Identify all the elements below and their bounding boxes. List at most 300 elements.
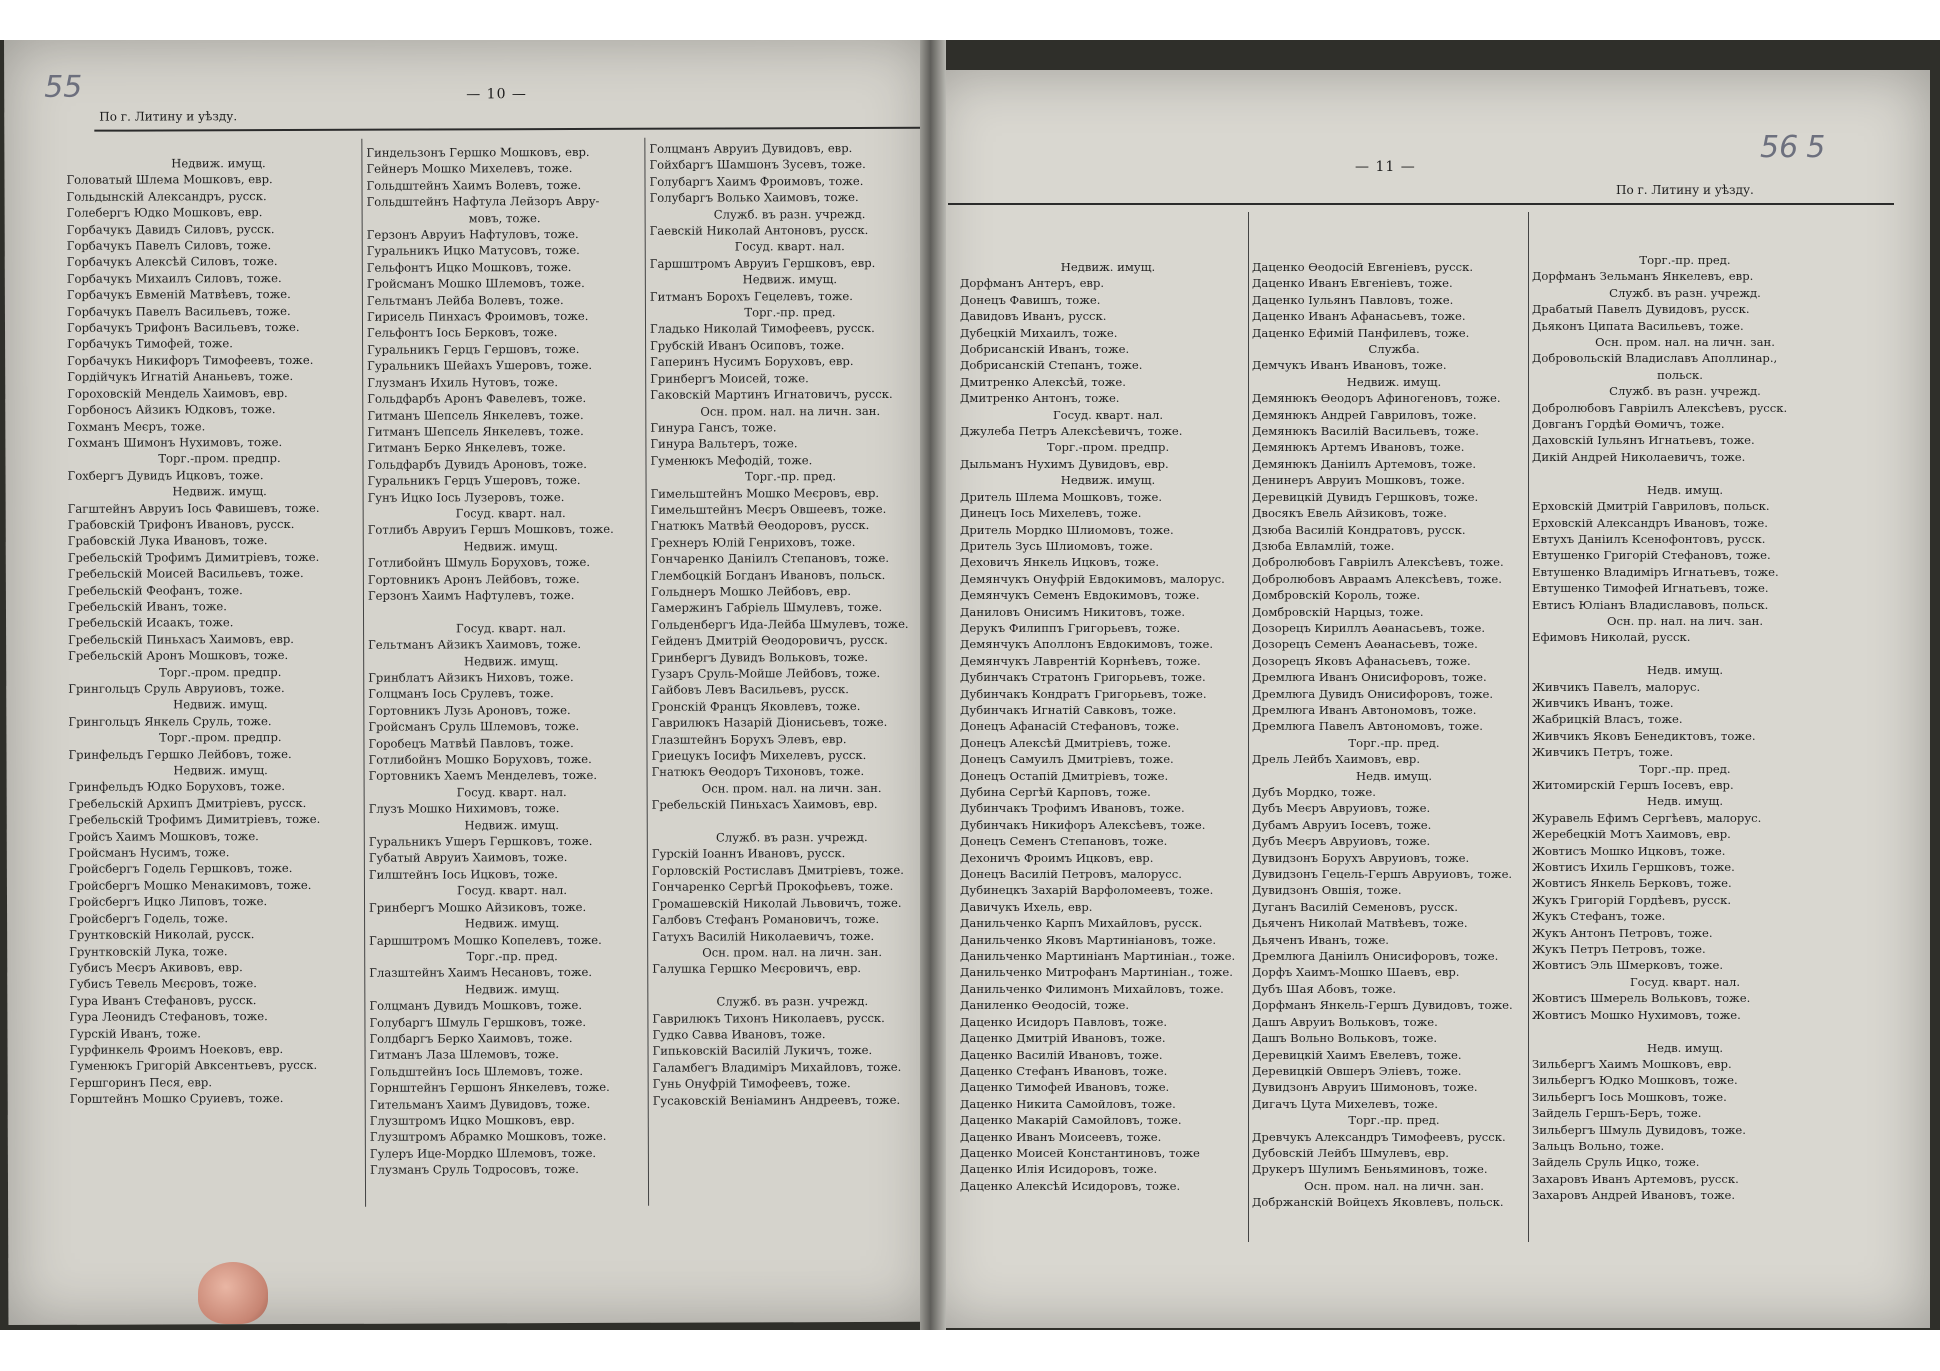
register-entry: Дубинчакъ Никифоръ Алексѣевъ, тоже. <box>960 817 1206 832</box>
register-entry: Даценко Өеодосій Евгеніевъ, русск. <box>1252 260 1474 274</box>
register-entry: Даниленко Өеодосій, тоже. <box>960 998 1130 1013</box>
register-entry: Дубовскій Лейбъ Шмулевъ, евр. <box>1252 1145 1449 1160</box>
right-column-2 <box>1252 259 1526 1211</box>
register-entry: Дозорецъ Кириллъ Аөанасьевъ, тоже. <box>1252 620 1486 635</box>
register-entry: Евтухъ Даніилъ Ксенофонтовъ, русск. <box>1532 531 1766 546</box>
register-entry: Давидовъ Иванъ, русск. <box>960 309 1107 324</box>
register-entry: Горбачукъ Трифонъ Васильевъ, тоже. <box>66 320 300 335</box>
register-entry: Житомирскій Гершъ Іосевъ, евр. <box>1532 778 1734 792</box>
register-entry: Донецъ Остапій Дмитріевъ, тоже. <box>960 768 1169 783</box>
pencil-page-mark-left: 55 <box>44 69 83 105</box>
section-heading: Торг.-пр. пред. <box>1639 761 1731 776</box>
register-entry: Дубинчакъ Игнатій Савковъ, тоже. <box>960 702 1177 717</box>
register-entry: Дехоничъ Фроимъ Ицковъ, евр. <box>960 850 1154 865</box>
register-entry: Жовтисъ Ихиль Гершковъ, тоже. <box>1532 860 1735 875</box>
finger-holding-page <box>198 1262 268 1324</box>
register-entry: Даценко Никита Самойловъ, тоже. <box>960 1096 1176 1111</box>
pencil-extra-mark: 5 <box>1806 130 1826 165</box>
register-entry: Гребельскій Трофимъ Димитріевъ, тоже. <box>67 549 320 565</box>
section-heading: Недв. имущ. <box>1646 794 1724 809</box>
register-entry: Дритель Зусь Шлиомовъ, тоже. <box>960 538 1153 553</box>
register-entry: Голубаргъ Шмуль Гершковъ, тоже. <box>369 1014 587 1030</box>
register-entry: Деревицкій Овшеръ Эліевъ, тоже. <box>1252 1063 1462 1078</box>
register-entry: Гринфельдъ Гершко Лейбовъ, тоже. <box>68 746 292 762</box>
register-entry: Дмитренко Алексѣй, тоже. <box>960 374 1126 389</box>
register-entry: Джулеба Петръ Алексѣевичъ, тоже. <box>960 424 1183 439</box>
section-heading: Осн. пром. нал. на личн. зан. <box>702 944 883 960</box>
section-heading: Торг.-пром. предпр. <box>1046 440 1170 455</box>
register-entry: Данильченко Митрофанъ Мартиніан., тоже. <box>960 965 1233 980</box>
register-entry: Гимельштейнъ Мошко Меєровъ, евр. <box>650 485 880 501</box>
register-entry: Дерукъ Филиппъ Григорьевъ, тоже. <box>960 620 1181 635</box>
register-entry: Глузштромъ Абрамко Мошковъ, тоже. <box>369 1129 607 1145</box>
section-heading: Недвиж. имущ. <box>1060 260 1156 274</box>
register-entry: Живчикъ Иванъ, тоже. <box>1532 695 1674 710</box>
left-page <box>4 40 932 1325</box>
register-entry: Гуменюкъ Мефодій, тоже. <box>650 452 813 468</box>
register-entry: Гребельскій Аронъ Мошковъ, тоже. <box>68 648 289 663</box>
register-entry: Донецъ Семенъ Степановъ, тоже. <box>960 834 1168 849</box>
register-entry: Грунтковскій Лука, тоже. <box>69 943 228 959</box>
section-heading: Госуд. кварт. нал. <box>1629 974 1741 989</box>
register-entry: Демчукъ Иванъ Ивановъ, тоже. <box>1252 358 1447 373</box>
register-entry: Глузманъ Ихиль Нутовъ, тоже. <box>367 374 559 390</box>
register-entry: Даценко Алексѣй Исидоровъ, тоже. <box>960 1178 1181 1193</box>
register-entry: Гольдштейнъ Хаимъ Волевъ, тоже. <box>366 177 582 193</box>
register-entry: Дубъ Шая Абовъ, тоже. <box>1252 981 1397 996</box>
register-entry: Глузъ Мошко Нихимовъ, тоже. <box>368 801 560 816</box>
register-entry: Гилштейнъ Іось Ицковъ, тоже. <box>368 866 559 882</box>
register-entry: Губатый Авруиъ Хаимовъ, тоже. <box>368 850 568 866</box>
header-rule-left <box>94 127 926 132</box>
register-entry: Гатухъ Василій Николаевичъ, тоже. <box>652 928 875 944</box>
register-entry: польск. <box>1657 367 1703 382</box>
section-heading: Недв. имущ. <box>1646 1040 1724 1055</box>
register-entry: Гельфонтъ Іось Берковъ, тоже. <box>367 325 558 341</box>
register-entry: Дубъ Меєръ Авруиовъ, тоже. <box>1252 834 1431 849</box>
register-entry: Дорфманъ Янкель-Гершъ Дувидовъ, тоже. <box>1252 998 1513 1013</box>
register-entry: Готлибъ Авруиъ Гершъ Мошковъ, тоже. <box>367 522 614 538</box>
register-entry: Друкеръ Шулимъ Беньяминовъ, тоже. <box>1252 1162 1488 1177</box>
register-entry: Домбровскій Король, тоже. <box>1252 588 1421 603</box>
register-entry: Гройсманъ Нусимъ, тоже. <box>68 845 230 860</box>
register-entry: Дубецкій Михаилъ, тоже. <box>960 325 1118 340</box>
register-entry: Дубинецкъ Захарій Варфоломеевъ, тоже. <box>960 883 1214 898</box>
register-entry: Горбачукъ Алексѣй Силовъ, тоже. <box>66 254 278 270</box>
register-entry: Дремлюга Дувидъ Онисифоровъ, тоже. <box>1252 686 1494 701</box>
register-entry: Галамбегъ Владиміръ Михайловъ, тоже. <box>652 1059 902 1075</box>
register-entry: Грабовскій Лука Ивановъ, тоже. <box>67 533 268 549</box>
register-entry: Зильбергъ Шмуль Дувидовъ, тоже. <box>1532 1122 1746 1137</box>
section-heading: Недвиж. имущ. <box>173 763 268 778</box>
register-entry: Гройсбергъ Годель Гершковъ, тоже. <box>68 861 293 877</box>
register-entry: Демянюкъ Андрей Гавриловъ, тоже. <box>1252 407 1477 422</box>
left-column-3 <box>649 140 922 1109</box>
register-entry: Гольдштейнъ Іось Шлемовъ, тоже. <box>369 1063 584 1079</box>
register-entry: Даценко Василій Ивановъ, тоже. <box>960 1047 1163 1062</box>
register-entry: Гаврилюкъ Тихонъ Николаевъ, русск. <box>652 1010 885 1026</box>
section-heading: Недвиж. имущ. <box>742 272 838 287</box>
register-entry: Гребельскій Архипъ Дмитріевъ, русск. <box>68 795 307 811</box>
register-entry: Дубъ Меєръ Авруиовъ, тоже. <box>1252 801 1431 816</box>
pencil-page-mark-right <box>1760 130 1825 165</box>
register-entry: Живчикъ Павелъ, малорус. <box>1532 679 1701 694</box>
register-entry: Добролюбовъ Гавріилъ Алексѣевъ, тоже. <box>1252 555 1504 570</box>
register-entry: Дритель Мордко Шлиомовъ, тоже. <box>960 522 1174 537</box>
register-entry: Даховскій Іульянъ Игнатьевъ, тоже. <box>1532 433 1755 448</box>
register-entry: Зильбергъ Юдко Мошковъ, тоже. <box>1532 1073 1738 1088</box>
register-entry: Готлибойнъ Шмуль Боруховъ, тоже. <box>367 555 591 570</box>
register-entry: Даценко Ефимій Панфилевъ, тоже. <box>1252 325 1470 340</box>
register-entry: Добролюбовъ Авраамъ Алексѣевъ, тоже. <box>1252 571 1502 586</box>
register-entry: Горбачукъ Давидъ Силовъ, русск. <box>66 221 275 237</box>
register-entry: Дашъ Вольно Вольковъ, тоже. <box>1252 1031 1438 1046</box>
register-entry: Даценко Иванъ Афанасьевъ, тоже. <box>1252 309 1466 324</box>
section-heading: Осн. пр. нал. на лич. зан. <box>1606 613 1764 628</box>
register-entry: Гринблатъ Айзикъ Ниховъ, тоже. <box>368 670 574 685</box>
section-heading: Торг.-пр. пред. <box>744 469 837 484</box>
register-entry: Горловскій Ростиславъ Дмитріевъ, тоже. <box>651 862 904 878</box>
register-entry: Дувидзонъ Авруиъ Шимоновъ, тоже. <box>1252 1080 1478 1095</box>
register-entry: Живчикъ Петръ, тоже. <box>1532 745 1674 760</box>
register-entry: Гитманъ Борохъ Гецелевъ, тоже. <box>649 288 853 304</box>
section-heading: Госуд. кварт. нал. <box>456 883 568 898</box>
section-heading: Госуд. кварт. нал. <box>456 620 567 636</box>
register-entry: Добровольскій Владиславъ Аполлинар., <box>1532 351 1778 366</box>
right-page <box>930 70 1930 1328</box>
register-entry: Гагштейнъ Авруиъ Іось Фавишевъ, тоже. <box>67 500 320 516</box>
register-entry: Губисъ Тевель Меєровъ, тоже. <box>69 976 257 992</box>
register-entry: Гортовникъ Лузь Ароновъ, тоже. <box>368 702 571 718</box>
section-heading <box>1532 646 1828 662</box>
register-entry: Дритель Шлема Мошковъ, тоже. <box>960 489 1163 504</box>
register-entry: Горбачукъ Никифоръ Тимофеевъ, тоже. <box>67 352 314 368</box>
register-entry: Гройсбергъ Годель, тоже. <box>69 910 229 926</box>
register-entry: Губисъ Меєръ Акивовъ, евр. <box>69 960 243 975</box>
register-entry: Евтушенко Григорій Стефановъ, тоже. <box>1532 548 1771 563</box>
register-entry: Громашевскій Николай Львовичъ, тоже. <box>651 895 902 911</box>
scan-background <box>0 40 1940 1330</box>
register-entry: Горбачукъ Евменій Матвѣевъ, тоже. <box>66 287 291 303</box>
register-entry: Дьяченъ Николай Матвѣевъ, тоже. <box>1252 916 1468 931</box>
register-entry: Гельтманъ Айзикъ Хаимовъ, тоже. <box>368 637 582 652</box>
register-entry: Демянюкъ Өеодоръ Афиногеновъ, тоже. <box>1252 391 1501 406</box>
register-entry: Даценко Макарій Самойловъ, тоже. <box>960 1113 1182 1128</box>
register-entry: Дубамъ Авруиъ Іосевъ, тоже. <box>1252 817 1432 832</box>
register-entry: Гаршштромъ Мошко Копелевъ, тоже. <box>369 932 602 948</box>
register-entry: Гольдштейнъ Нафтула Лейзоръ Авру- <box>366 194 600 209</box>
register-entry: Жовтисъ Мошко Ицковъ, тоже. <box>1532 843 1726 858</box>
register-entry: Демянюкъ Даніилъ Артемовъ, тоже. <box>1252 456 1477 471</box>
section-heading: Торг.-пр. пред. <box>1348 735 1440 750</box>
register-entry: Донецъ Алексѣй Дмитріевъ, тоже. <box>960 735 1172 750</box>
register-entry: Грубскій Иванъ Осиповъ, тоже. <box>650 337 845 353</box>
register-entry: Жукъ Григорій Гордѣевъ, русск. <box>1532 892 1732 907</box>
header-rule-right <box>948 203 1894 205</box>
register-entry: Гребельскій Пиньхасъ Хаимовъ, евр. <box>68 631 295 647</box>
register-entry: Евтушенко Тимофей Игнатьевъ, тоже. <box>1532 581 1769 596</box>
register-entry: Ерховскій Дмитрій Гавриловъ, польск. <box>1532 499 1770 514</box>
register-entry: Гортовникъ Хаемъ Менделевъ, тоже. <box>368 768 598 784</box>
register-entry: Грунтковскій Николай, русск. <box>69 927 255 942</box>
register-entry: Захаровъ Иванъ Артемовъ, русск. <box>1532 1171 1739 1186</box>
section-heading: Недвиж. имущ. <box>1060 473 1156 488</box>
section-heading: Недвиж. имущ. <box>463 538 559 554</box>
register-entry: Демянчукъ Аполлонъ Евдокимовъ, тоже. <box>960 637 1214 652</box>
register-entry: Гринбергъ Дувидъ Вольковъ, тоже. <box>651 649 869 665</box>
register-entry: Даценко Илія Исидоровъ, тоже. <box>960 1162 1158 1177</box>
register-entry: Голцманъ Авруиъ Дувидовъ, евр. <box>649 141 853 156</box>
register-entry: Гринфельдъ Юдко Боруховъ, тоже. <box>68 779 286 795</box>
section-heading: Торг.-пр. пред. <box>1348 1113 1440 1128</box>
register-entry: Даценко Дмитрій Ивановъ, тоже. <box>960 1031 1166 1046</box>
section-heading: Служб. въ разн. учрежд. <box>1609 384 1761 399</box>
register-entry: Гольденбергъ Ида-Лейба Шмулевъ, тоже. <box>651 616 909 632</box>
register-entry: Гипьковскій Василій Лукичъ, тоже. <box>652 1043 873 1059</box>
register-entry: Гуральникъ Шейахъ Ушеровъ, тоже. <box>367 358 593 374</box>
register-entry: Дувидзонъ Гецель-Гершъ Авруиовъ, тоже. <box>1252 867 1513 882</box>
register-entry: Гольдынскій Александръ, русск. <box>66 188 267 204</box>
register-entry: Голцманъ Дувидъ Мошковъ, тоже. <box>369 998 583 1013</box>
section-heading: Госуд. кварт. нал. <box>1052 407 1164 422</box>
section-heading: Торг.-пром. предпр. <box>159 664 282 680</box>
section-heading: Недвиж. имущ. <box>464 916 560 931</box>
register-entry: Драбатый Павелъ Дувидовъ, русск. <box>1532 302 1750 317</box>
register-entry: Евтисъ Юліанъ Владиславовъ, польск. <box>1532 597 1769 612</box>
running-head-right: По г. Литину и уѣзду. <box>1616 183 1754 197</box>
section-heading: Служба. <box>1368 342 1420 357</box>
register-entry: Гройсманъ Мошко Шлемовъ, тоже. <box>366 276 585 291</box>
register-entry: Гаковскій Мартинъ Игнатовичъ, русск. <box>650 386 893 402</box>
column-divider <box>1248 212 1249 1242</box>
register-entry: Гитманъ Шепсель Янкелевъ, тоже. <box>367 423 584 439</box>
register-entry: Гриецукъ Іосифъ Михелевъ, русск. <box>651 748 867 763</box>
register-entry: Глузманъ Сруль Тодросовъ, тоже. <box>369 1162 579 1177</box>
register-entry: Зильбергъ Хаимъ Мошковъ, евр. <box>1532 1056 1732 1071</box>
register-entry: Даценко Стефанъ Ивановъ, тоже. <box>960 1063 1168 1078</box>
register-entry: Гринбергъ Мошко Айзиковъ, тоже. <box>369 899 587 915</box>
register-entry: мовъ, тоже. <box>468 210 541 226</box>
register-entry: Дзюба Василій Кондратовъ, русск. <box>1252 522 1466 537</box>
register-entry: Дремлюга Павелъ Автономовъ, тоже. <box>1252 719 1483 734</box>
register-entry: Дубинчакъ Трофимъ Ивановъ, тоже. <box>960 801 1185 816</box>
register-entry: Зильбергъ Іось Мошковъ, тоже. <box>1532 1089 1727 1104</box>
register-entry: Донецъ Самуилъ Дмитріевъ, тоже. <box>960 752 1174 767</box>
register-entry: Глузштромъ Ицко Мошковъ, евр. <box>369 1112 575 1128</box>
register-entry: Гинура Вальтеръ, тоже. <box>650 436 798 452</box>
register-entry: Гороховскій Мендель Хаимовъ, евр. <box>67 385 288 401</box>
column-divider <box>1528 212 1529 1242</box>
register-entry: Дуганъ Василій Семеновъ, русск. <box>1252 899 1458 914</box>
register-entry: Гурскій Иванъ, тоже. <box>69 1025 201 1041</box>
register-entry: Гунъ Ицко Іось Лузеровъ, тоже. <box>367 489 565 505</box>
section-heading: Торг.-пр. пред. <box>466 948 558 964</box>
register-entry: Гребельскій Моисей Васильевъ, тоже. <box>67 566 304 581</box>
register-entry: Донецъ Фавишъ, тоже. <box>960 292 1101 307</box>
section-heading: Служб. въ разн. учрежд. <box>716 994 869 1009</box>
register-entry: Глазштейнъ Хаимъ Несановъ, тоже. <box>369 965 593 981</box>
pencil-page-number: 56 <box>1760 130 1799 165</box>
register-entry: Гурскій Іоаннъ Ивановъ, русск. <box>651 846 846 862</box>
section-heading <box>1532 465 1828 481</box>
register-entry: Двосякъ Евель Айзиковъ, тоже. <box>1252 506 1447 521</box>
register-entry: Гребельскій Пиньхасъ Хаимовъ, евр. <box>651 797 878 812</box>
register-entry: Даценко Исидоръ Павловъ, тоже. <box>960 1014 1168 1029</box>
register-entry: Жукъ Антонъ Петровъ, тоже. <box>1532 925 1713 940</box>
register-entry: Гулеръ Ице-Мордко Шлемовъ, тоже. <box>369 1145 597 1161</box>
register-entry: Горбачукъ Павелъ Васильевъ, тоже. <box>66 303 291 319</box>
register-entry: Довганъ Гордѣй Өомичъ, тоже. <box>1532 417 1725 432</box>
register-entry: Дремлюга Иванъ Автономовъ, тоже. <box>1252 702 1477 717</box>
register-entry: Даценко Іульянъ Павловъ, тоже. <box>1252 292 1454 307</box>
register-entry: Деревицкій Хаимъ Евелевъ, тоже. <box>1252 1047 1462 1062</box>
register-entry: Горбачукъ Тимофей, тоже. <box>67 336 233 352</box>
register-entry: Гойхбаргъ Шамшонъ Зусевъ, тоже. <box>649 157 866 173</box>
register-entry: Дремлюга Иванъ Онисифоровъ, тоже. <box>1252 670 1487 685</box>
register-entry: Жовтисъ Янкель Берковъ, тоже. <box>1532 876 1732 891</box>
section-heading: Недвиж. имущ. <box>464 817 559 833</box>
register-entry: Донецъ Василій Петровъ, малорусс. <box>960 867 1182 882</box>
section-heading: Торг.-пр. пред. <box>744 305 836 320</box>
register-entry: Даценко Иванъ Моисеевъ, тоже. <box>960 1129 1162 1144</box>
register-entry: Деревицкій Дувидъ Гершковъ, тоже. <box>1252 489 1479 504</box>
register-entry: Динецъ Іось Михелевъ, тоже. <box>960 506 1142 521</box>
register-entry: Добролюбовъ Гавріилъ Алексѣевъ, русск. <box>1532 400 1788 415</box>
register-entry: Гаврилюкъ Назарій Діонисьевъ, тоже. <box>651 715 888 730</box>
register-entry: Гейнеръ Мошко Михелевъ, тоже. <box>366 161 573 177</box>
register-entry: Гребельскій Иванъ, тоже. <box>67 599 227 614</box>
register-entry: Гимельштейнъ Меєръ Овшеевъ, тоже. <box>650 501 887 517</box>
register-entry: Гуральникъ Ушеръ Гершковъ, тоже. <box>368 834 593 849</box>
section-heading: Осн. пром. нал. на личн. зан. <box>700 403 881 419</box>
register-entry: Гамержинъ Габріель Шмулевъ, тоже. <box>650 600 883 616</box>
register-entry: Готлибойнъ Мошко Боруховъ, тоже. <box>368 751 592 767</box>
register-entry: Ерховскій Александръ Ивановъ, тоже. <box>1532 515 1768 530</box>
register-entry: Гончаренко Даніилъ Степановъ, тоже. <box>650 551 890 566</box>
register-entry: Гершгоринъ Песя, евр. <box>69 1075 213 1090</box>
section-heading: Госуд. кварт. нал. <box>456 784 567 800</box>
register-entry: Дувидзонъ Борухъ Авруиовъ, тоже. <box>1252 850 1470 865</box>
register-entry: Гребельскій Трофимъ Димитріевъ, тоже. <box>68 812 321 828</box>
register-entry: Гортовникъ Аронъ Лейбовъ, тоже. <box>367 571 580 587</box>
register-entry: Гройсбергъ Мошко Менакимовъ, тоже. <box>68 877 312 893</box>
register-entry: Голдбаргъ Берко Хаимовъ, тоже. <box>369 1030 573 1046</box>
register-entry: Гинура Гансъ, тоже. <box>650 420 777 435</box>
section-heading: Недвиж. имущ. <box>1346 374 1442 389</box>
register-entry: Добрисанскій Степанъ, тоже. <box>960 358 1143 373</box>
section-heading: Осн. пром. нал. на личн. зан. <box>1595 335 1775 350</box>
running-head-left: По г. Литину и уѣзду. <box>99 109 238 124</box>
register-entry: Жовтисъ Мошко Нухимовъ, тоже. <box>1532 1007 1741 1022</box>
register-entry: Демянчукъ Онуфрій Евдокимовъ, малорус. <box>960 571 1225 586</box>
register-entry: Гнатюкъ Өеодоръ Тихоновъ, тоже. <box>651 764 865 780</box>
register-entry: Добржанскій Войцехъ Яковлевъ, польск. <box>1252 1195 1504 1210</box>
register-entry: Жовтисъ Эль Шмерковъ, тоже. <box>1532 958 1724 973</box>
section-heading: Осн. пром. нал. на личн. зан. <box>701 780 882 796</box>
register-entry: Гительманъ Хаимъ Дувидовъ, тоже. <box>369 1096 591 1112</box>
register-entry: Гребельскій Исаакъ, тоже. <box>68 615 234 631</box>
register-entry: Гунь Онуфрій Тимофеевъ, тоже. <box>652 1076 851 1091</box>
register-entry: Давичукъ Ихель, евр. <box>960 899 1093 914</box>
register-entry: Дремлюга Даніилъ Онисифоровъ, тоже. <box>1252 949 1499 964</box>
register-entry: Гройсъ Хаимъ Мошковъ, тоже. <box>68 828 259 844</box>
register-entry: Гончаренко Сергѣй Прокофьевъ, тоже. <box>651 879 894 895</box>
register-entry: Грабовскій Трифонъ Ивановъ, русск. <box>67 516 295 532</box>
register-entry: Гаевскій Николай Антоновъ, русск. <box>649 223 869 238</box>
register-entry: Гольдфарбъ Дувидъ Ароновъ, тоже. <box>367 456 587 472</box>
page-number-left: — 10 — <box>466 86 527 103</box>
register-entry: Жабрицкій Власъ, тоже. <box>1532 712 1683 727</box>
register-entry: Горбоносъ Айзикъ Юдковъ, тоже. <box>67 402 276 417</box>
register-entry: Ефимовъ Николай, русск. <box>1532 630 1691 645</box>
section-heading <box>368 603 644 620</box>
register-entry: Гордійчукъ Игнатій Ананьевъ, тоже. <box>67 369 294 385</box>
section-heading: Госуд. кварт. нал. <box>455 505 566 521</box>
register-entry: Головатый Шлема Мошковъ, евр. <box>66 172 273 188</box>
register-entry: Евтушенко Владиміръ Игнатьевъ, тоже. <box>1532 564 1779 579</box>
section-heading: Осн. пром. нал. на личн. зан. <box>1304 1178 1484 1193</box>
register-entry: Денинеръ Авруиъ Мошковъ, тоже. <box>1252 473 1465 488</box>
register-entry: Дубина Сергѣй Карповъ, тоже. <box>960 785 1151 799</box>
register-entry: Гронскій Францъ Яковлевъ, тоже. <box>651 698 861 714</box>
section-heading: Торг.-пр. пред. <box>1639 253 1731 267</box>
register-entry: Дувидзонъ Овшія, тоже. <box>1252 883 1402 898</box>
register-entry: Гнатюкъ Матвѣй Өеодоровъ, русск. <box>650 518 870 534</box>
register-entry: Данильченко Мартиніанъ Мартиніан., тоже. <box>960 949 1236 964</box>
register-entry: Дубъ Мордко, тоже. <box>1252 785 1376 799</box>
register-entry: Древчукъ Александръ Тимофеевъ, русск. <box>1252 1129 1506 1144</box>
register-entry: Гирисель Пинхасъ Фроимовъ, тоже. <box>366 309 589 324</box>
register-entry: Жовтисъ Шмерель Вольковъ, тоже. <box>1532 991 1751 1006</box>
register-entry: Захаровъ Андрей Ивановъ, тоже. <box>1532 1188 1736 1203</box>
register-entry: Демянюкъ Василій Васильевъ, тоже. <box>1252 424 1479 439</box>
section-heading: Недвиж. имущ. <box>172 484 267 499</box>
register-entry: Даниловъ Онисимъ Никитовъ, тоже. <box>960 604 1186 619</box>
section-heading: Служб. въ разн. учрежд. <box>713 206 866 222</box>
register-entry: Дашъ Авруиъ Вольковъ, тоже. <box>1252 1014 1438 1029</box>
register-entry: Герзонъ Авруиъ Нафтуловъ, тоже. <box>366 227 579 242</box>
register-entry: Гаперинъ Нусимъ Боруховъ, евр. <box>650 354 854 370</box>
register-entry: Гуменюкъ Григорій Авксентьевъ, русск. <box>69 1058 318 1074</box>
register-entry: Горштейнъ Мошко Сруиевъ, тоже. <box>69 1091 284 1106</box>
register-entry: Дыльманъ Нухимъ Дувидовъ, евр. <box>960 456 1169 471</box>
section-heading: Госуд. кварт. нал. <box>734 239 845 254</box>
register-entry: Гладько Николай Тимофеевъ, русск. <box>649 321 875 337</box>
register-entry: Жукъ Стефанъ, тоже. <box>1532 909 1666 924</box>
right-column-3 <box>1532 252 1828 1204</box>
register-entry: Гитманъ Лаза Шлемовъ, тоже. <box>369 1047 559 1063</box>
right-column-1 <box>960 259 1246 1194</box>
register-entry: Голцманъ Іось Срулевъ, тоже. <box>368 686 554 702</box>
register-entry: Дмитренко Антонъ, тоже. <box>960 391 1120 406</box>
register-entry: Голебергъ Юдко Мошковъ, евр. <box>66 205 263 221</box>
left-column-2 <box>366 144 646 1179</box>
register-entry: Домбровскій Нарцыз, тоже. <box>1252 604 1424 619</box>
section-heading: Служб. въ разн. учрежд. <box>1609 285 1761 300</box>
register-entry: Галушка Гершко Меєровичъ, евр. <box>652 961 862 977</box>
register-entry: Гейденъ Дмитрій Өеодоровичъ, русск. <box>651 633 888 648</box>
register-entry: Добрисанскій Иванъ, тоже. <box>960 342 1130 357</box>
register-entry: Глазштейнъ Борухъ Элевъ, евр. <box>651 731 847 747</box>
section-heading <box>652 812 922 829</box>
register-entry: Гройсманъ Сруль Шлемовъ, тоже. <box>368 719 580 734</box>
register-entry: Горбачукъ Павелъ Силовъ, тоже. <box>66 238 272 253</box>
register-entry: Даценко Иванъ Евгеніевъ, тоже. <box>1252 276 1453 291</box>
section-heading: Недв. имущ. <box>1646 663 1724 678</box>
register-entry: Гузаръ Сруль-Мойше Лейбовъ, тоже. <box>651 665 881 681</box>
register-entry: Гохбергъ Дувидъ Ицковъ, тоже. <box>67 467 264 483</box>
register-entry: Даценко Моисей Константиновъ, тоже <box>960 1145 1200 1160</box>
